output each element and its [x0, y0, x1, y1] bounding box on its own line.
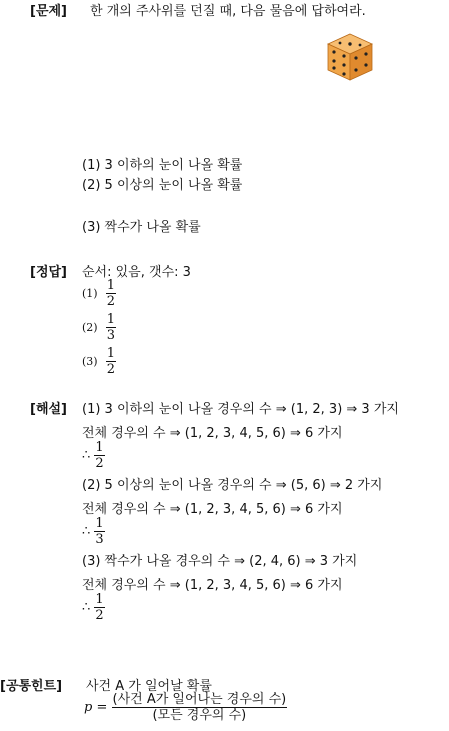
solution-3-line2: 전체 경우의 수 ⇒ (1, 2, 3, 4, 5, 6) ⇒ 6 가지	[82, 578, 343, 593]
denominator: 2	[95, 456, 104, 471]
solution-2-line2: 전체 경우의 수 ⇒ (1, 2, 3, 4, 5, 6) ⇒ 6 가지	[82, 502, 343, 517]
therefore-symbol: ∴	[82, 524, 91, 539]
answer-mark: (1)	[82, 287, 98, 300]
denominator: 2	[106, 362, 116, 377]
denominator: 3	[106, 328, 116, 343]
problem-text: 한 개의 주사위를 던질 때, 다음 물음에 답하여라.	[90, 4, 366, 19]
fraction	[94, 517, 104, 546]
formula-label: p =	[84, 700, 108, 715]
solution-tag: [해설]	[30, 402, 67, 417]
solution-3-result	[82, 593, 105, 622]
solution-3-line1: (3) 짝수가 나올 경우의 수 ⇒ (2, 4, 6) ⇒ 3 가지	[82, 554, 358, 569]
answer-item-1	[82, 279, 116, 308]
answer-mark: (3)	[82, 355, 98, 368]
fraction	[94, 593, 104, 622]
fraction	[106, 347, 116, 376]
problem-item-1: (1) 3 이하의 눈이 나올 확률	[82, 158, 243, 173]
hint-line: 사건 A 가 일어날 확률	[86, 679, 212, 694]
answer-item-2	[82, 313, 116, 342]
numerator: 1	[106, 346, 116, 361]
numerator: 1	[106, 312, 116, 327]
solution-1-result	[82, 441, 105, 470]
therefore-symbol: ∴	[82, 448, 91, 463]
denominator: (모든 경우의 수)	[152, 708, 247, 723]
problem-tag: [문제]	[30, 4, 67, 19]
probability-formula	[84, 693, 287, 722]
denominator: 2	[106, 294, 116, 309]
denominator: 2	[95, 608, 104, 623]
numerator: 1	[95, 592, 104, 607]
numerator: 1	[106, 278, 116, 293]
hint-tag: [공통힌트]	[0, 679, 63, 694]
fraction	[106, 313, 116, 342]
answer-order-line: 순서: 있음, 갯수: 3	[82, 265, 191, 280]
numerator: (사건 A가 일어나는 경우의 수)	[112, 692, 287, 707]
dice-icon	[326, 32, 374, 82]
fraction	[94, 441, 104, 470]
problem-item-3: (3) 짝수가 나올 확률	[82, 220, 201, 235]
problem-item-2: (2) 5 이상의 눈이 나올 확률	[82, 178, 243, 193]
therefore-symbol: ∴	[82, 600, 91, 615]
fraction	[112, 693, 288, 722]
numerator: 1	[95, 440, 104, 455]
answer-tag: [정답]	[30, 265, 67, 280]
numerator: 1	[95, 516, 104, 531]
answer-mark: (2)	[82, 321, 98, 334]
solution-1-line2: 전체 경우의 수 ⇒ (1, 2, 3, 4, 5, 6) ⇒ 6 가지	[82, 426, 343, 441]
solution-2-line1: (2) 5 이상의 눈이 나올 경우의 수 ⇒ (5, 6) ⇒ 2 가지	[82, 478, 383, 493]
answer-item-3	[82, 347, 116, 376]
solution-2-result	[82, 517, 105, 546]
denominator: 3	[95, 532, 104, 547]
fraction	[106, 279, 116, 308]
solution-1-line1: (1) 3 이하의 눈이 나올 경우의 수 ⇒ (1, 2, 3) ⇒ 3 가지	[82, 402, 399, 417]
